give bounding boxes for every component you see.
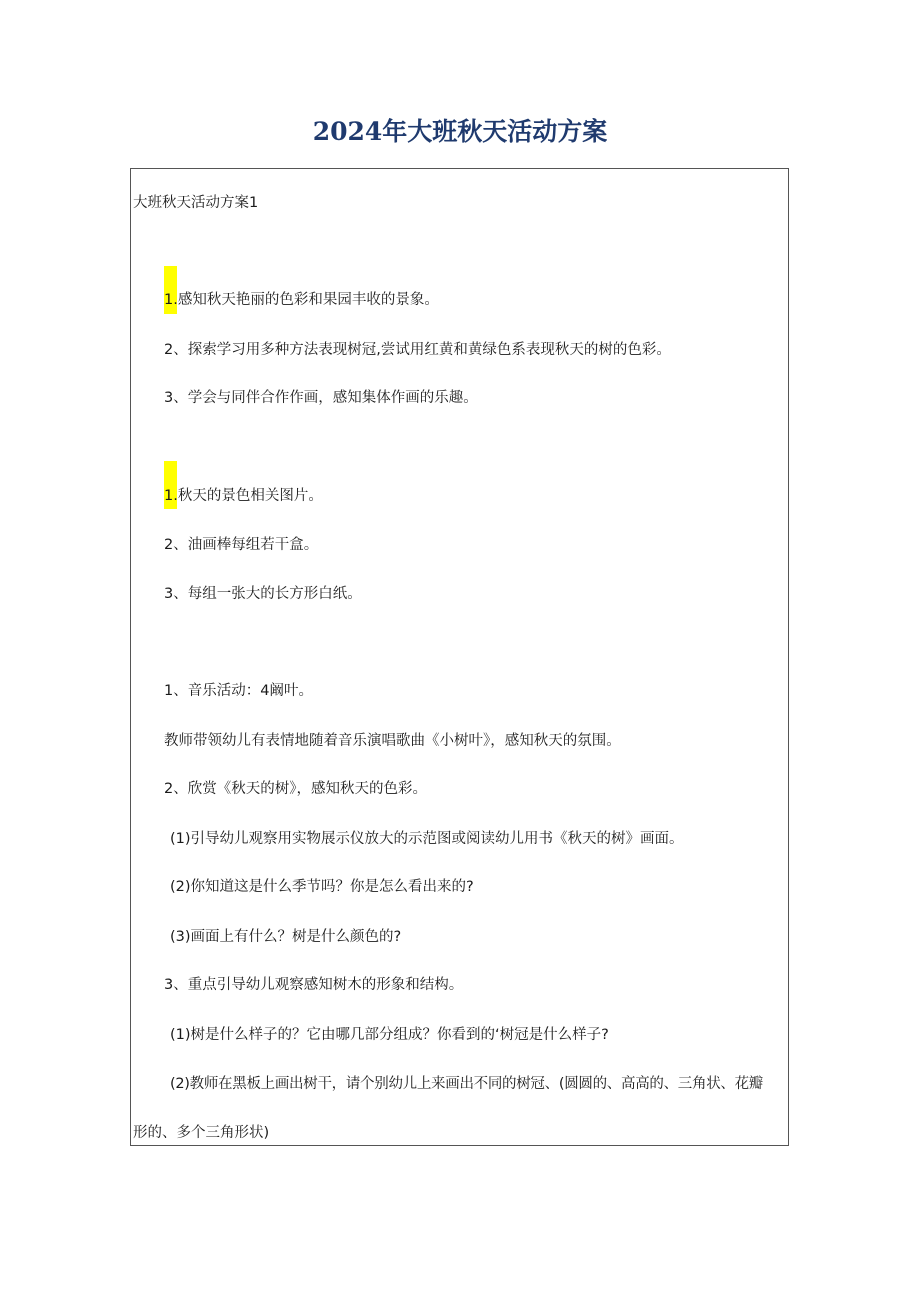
- section-heading: 大班秋天活动方案1: [133, 195, 259, 211]
- goal-item-3: 3、学会与同伴合作作画，感知集体作画的乐趣。: [164, 390, 478, 406]
- material-item-2: 2、油画棒每组若干盒。: [164, 537, 319, 553]
- process-line-9: (2)教师在黑板上画出树干，请个别幼儿上来画出不同的树冠、(圆圆的、高高的、三角状、花瓣: [170, 1076, 763, 1092]
- process-line-3: 2、欣赏《秋天的树》，感知秋天的色彩。: [164, 781, 427, 797]
- process-line-2: 教师带领幼儿有表情地随着音乐演唱歌曲《小树叶》，感知秋天的氛围。: [164, 733, 621, 749]
- content-frame: [130, 168, 789, 1146]
- goal-item-1: [164, 290, 439, 310]
- process-line-4: (1)引导幼儿观察用实物展示仪放大的示范图或阅读幼儿用书《秋天的树》画面。: [170, 831, 684, 847]
- process-line-5: (2)你知道这是什么季节吗？你是怎么看出来的?: [170, 879, 474, 895]
- document-title: 2024年大班秋天活动方案: [312, 117, 608, 146]
- process-line-8: (1)树是什么样子的？它由哪几部分组成？你看到的‘树冠是什么样子?: [170, 1027, 609, 1043]
- goal-number-1: 1.: [164, 292, 178, 308]
- material-item-3: 3、每组一张大的长方形白纸。: [164, 586, 362, 602]
- material-text-1: 秋天的景色相关图片。: [177, 488, 323, 504]
- material-item-1: [164, 486, 323, 506]
- process-line-6: (3)画面上有什么？树是什么颜色的?: [170, 929, 402, 945]
- material-number-1: 1.: [164, 488, 178, 504]
- goal-text-1: 感知秋天艳丽的色彩和果园丰收的景象。: [177, 292, 439, 308]
- process-line-7: 3、重点引导幼儿观察感知树木的形象和结构。: [164, 977, 464, 993]
- goal-item-2: 2、探索学习用多种方法表现树冠,尝试用红黄和黄绿色系表现秋天的树的色彩。: [164, 342, 671, 358]
- process-line-1: 1、音乐活动：4阚叶。: [164, 683, 313, 699]
- process-line-10: 形的、多个三角形状): [133, 1125, 270, 1141]
